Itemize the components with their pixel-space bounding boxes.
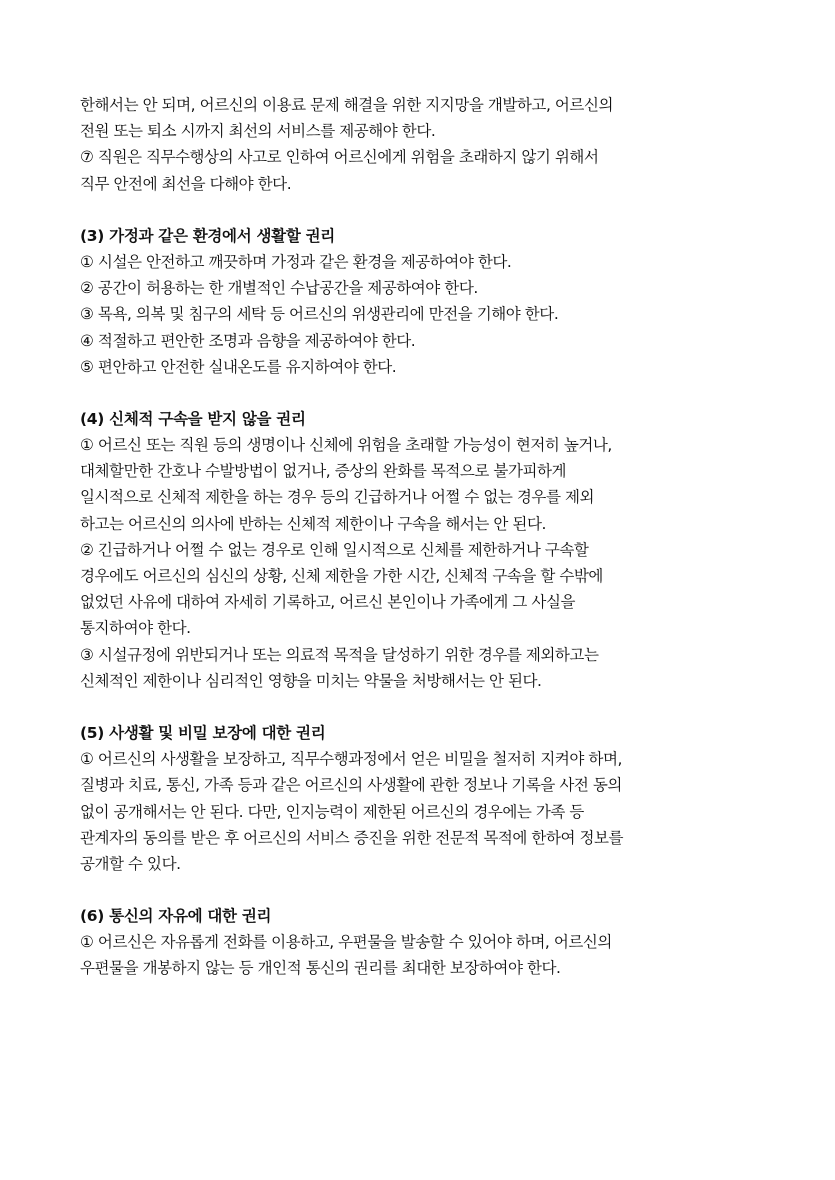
text-line: ② 긴급하거나 어쩔 수 없는 경우로 인해 일시적으로 신체를 제한하거나 구속할 — [80, 540, 589, 559]
text-line: ① 어르신 또는 직원 등의 생명이나 신체에 위험을 초래할 가능성이 현저히 높거나, — [80, 436, 612, 455]
text-line: 통지하여야 한다. — [80, 619, 191, 638]
text-line: 없었던 사유에 대하여 자세히 기록하고, 어르신 본인이나 가족에게 그 사실을 — [80, 593, 575, 612]
text-line: ⑦ 직원은 직무수행상의 사고로 인하여 어르신에게 위험을 초래하지 않기 위해서 — [80, 148, 599, 167]
section-communication — [80, 903, 760, 982]
text-line: 일시적으로 신체적 제한을 하는 경우 등의 긴급하거나 어쩔 수 없는 경우를 제외 — [80, 488, 594, 507]
text-line: 질병과 치료, 통신, 가족 등과 같은 어르신의 사생활에 관한 정보나 기록을 사전 동의 — [80, 776, 622, 795]
section-heading: (6) 통신의 자유에 대한 권리 — [80, 907, 272, 926]
section-privacy — [80, 720, 760, 877]
document-page — [80, 92, 760, 982]
text-line: 신체적인 제한이나 심리적인 영향을 미치는 약물을 처방해서는 안 된다. — [80, 671, 542, 690]
section-gap — [80, 877, 760, 903]
section-gap — [80, 197, 760, 223]
text-line: ② 공간이 허용하는 한 개별적인 수납공간을 제공하여야 한다. — [80, 279, 478, 298]
text-line: ③ 시설규정에 위반되거나 또는 의료적 목적을 달성하기 위한 경우를 제외하고는 — [80, 645, 599, 664]
text-line: ① 어르신의 사생활을 보장하고, 직무수행과정에서 얻은 비밀을 철저히 지켜야 하며, — [80, 750, 622, 769]
section-gap — [80, 694, 760, 720]
section-physical-restraint — [80, 406, 760, 694]
section-gap — [80, 380, 760, 406]
section-heading: (3) 가정과 같은 환경에서 생활할 권리 — [80, 226, 335, 245]
text-line: ① 어르신은 자유롭게 전화를 이용하고, 우편물을 발송할 수 있어야 하며, 어르신의 — [80, 933, 612, 952]
intro-paragraph — [80, 92, 760, 197]
text-line: 공개할 수 있다. — [80, 854, 181, 873]
section-living-environment — [80, 223, 760, 380]
text-line: 한해서는 안 되며, 어르신의 이용료 문제 해결을 위한 지지망을 개발하고, 어르신의 — [80, 96, 613, 114]
text-line: ① 시설은 안전하고 깨끗하며 가정과 같은 환경을 제공하여야 한다. — [80, 252, 512, 271]
text-line: 직무 안전에 최선을 다해야 한다. — [80, 174, 292, 193]
text-line: 관계자의 동의를 받은 후 어르신의 서비스 증진을 위한 전문적 목적에 한하여 정보를 — [80, 828, 624, 847]
text-line: 하고는 어르신의 의사에 반하는 신체적 제한이나 구속을 해서는 안 된다. — [80, 514, 546, 533]
text-line: ⑤ 편안하고 안전한 실내온도를 유지하여야 한다. — [80, 357, 397, 376]
text-line: 대체할만한 간호나 수발방법이 없거나, 증상의 완화를 목적으로 불가피하게 — [80, 462, 567, 481]
text-line: ④ 적절하고 편안한 조명과 음향을 제공하여야 한다. — [80, 331, 416, 350]
text-line: 전원 또는 퇴소 시까지 최선의 서비스를 제공해야 한다. — [80, 122, 436, 141]
text-line: ③ 목욕, 의복 및 침구의 세탁 등 어르신의 위생관리에 만전을 기해야 한다. — [80, 305, 559, 324]
section-heading: (4) 신체적 구속을 받지 않을 권리 — [80, 409, 306, 428]
text-line: 경우에도 어르신의 심신의 상황, 신체 제한을 가한 시간, 신체적 구속을 할 수밖에 — [80, 567, 603, 585]
section-heading: (5) 사생활 및 비밀 보장에 대한 권리 — [80, 723, 326, 742]
text-line: 우편물을 개봉하지 않는 등 개인적 통신의 권리를 최대한 보장하여야 한다. — [80, 959, 561, 978]
text-line: 없이 공개해서는 안 된다. 다만, 인지능력이 제한된 어르신의 경우에는 가족 등 — [80, 802, 584, 821]
